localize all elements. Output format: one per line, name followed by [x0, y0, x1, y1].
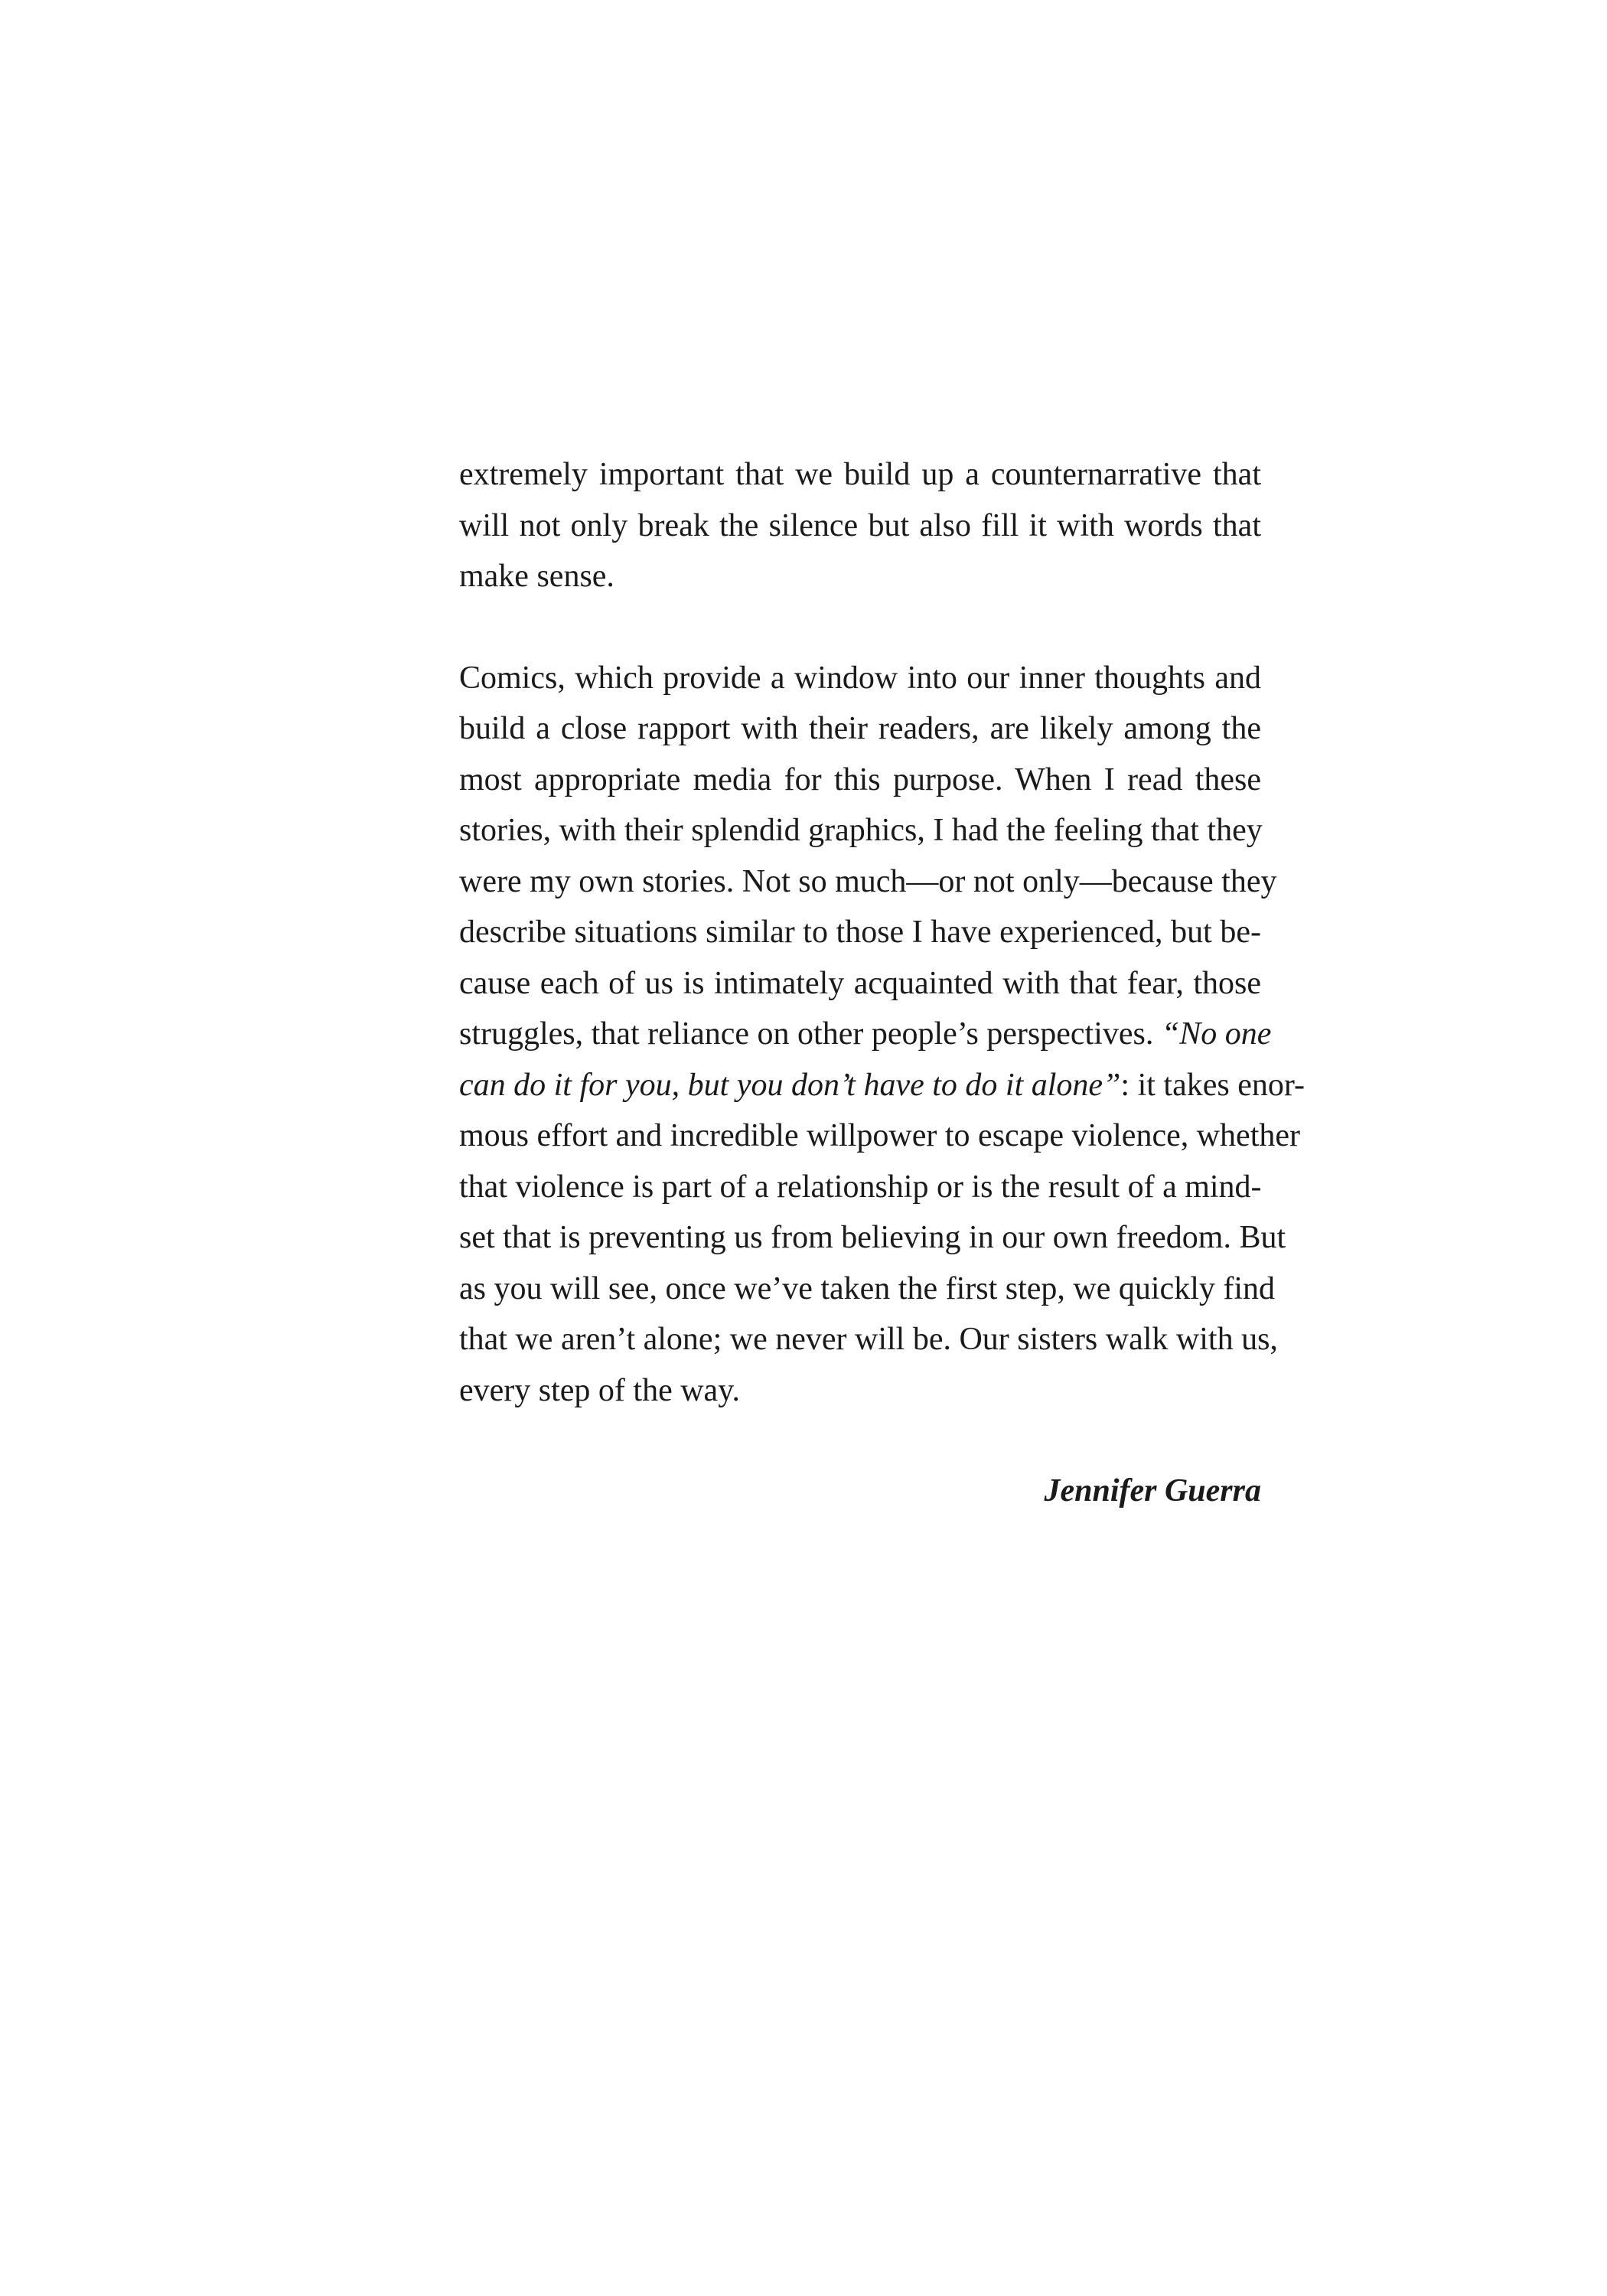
text-line: extremely important that we build up a counternarrative that: [459, 457, 1261, 492]
text-line: will not only break the silence but also fill it with words that: [459, 507, 1261, 543]
paragraph-2: [459, 653, 1305, 1417]
text-line: set that is preventing us from believing in our own freedom. But: [459, 1220, 1286, 1255]
body-text: [459, 449, 1305, 1416]
paragraph-1: [459, 449, 1261, 602]
text-line: every step of the way.: [459, 1372, 740, 1408]
text-line: that violence is part of a relationship or is the result of a mind-: [459, 1169, 1262, 1205]
text-line: as you will see, once we’ve taken the first step, we quickly find: [459, 1270, 1276, 1306]
text-line: cause each of us is intimately acquainted with that fear, those: [459, 965, 1261, 1001]
plain-text: : it takes enor-: [1120, 1067, 1305, 1103]
text-line: that we aren’t alone; we never will be. Our sisters walk with us,: [459, 1322, 1278, 1357]
text-line: mous effort and incredible willpower to escape violence, whether: [459, 1118, 1300, 1153]
author-signature: Jennifer Guerra: [1044, 1473, 1261, 1508]
quote-text: can do it for you, but you don’t have to do it alone”: [459, 1067, 1121, 1103]
text-line: Comics, which provide a window into our inner thoughts and: [459, 660, 1261, 696]
text-line: describe situations similar to those I have experienced, but be-: [459, 915, 1261, 950]
text-line-with-quote-start: [459, 1009, 1272, 1060]
plain-text: struggles, that reliance on other people’s perspectives.: [459, 1016, 1162, 1052]
quote-text: “No one: [1161, 1016, 1272, 1052]
text-line: stories, with their splendid graphics, I had the feeling that they: [459, 813, 1263, 848]
text-line: build a close rapport with their readers, are likely among the: [459, 711, 1261, 746]
text-line: were my own stories. Not so much—or not only—because they: [459, 863, 1277, 899]
text-line-with-quote-end: [459, 1060, 1305, 1111]
text-line: make sense.: [459, 559, 614, 594]
text-line: most appropriate media for this purpose. When I read these: [459, 762, 1261, 797]
